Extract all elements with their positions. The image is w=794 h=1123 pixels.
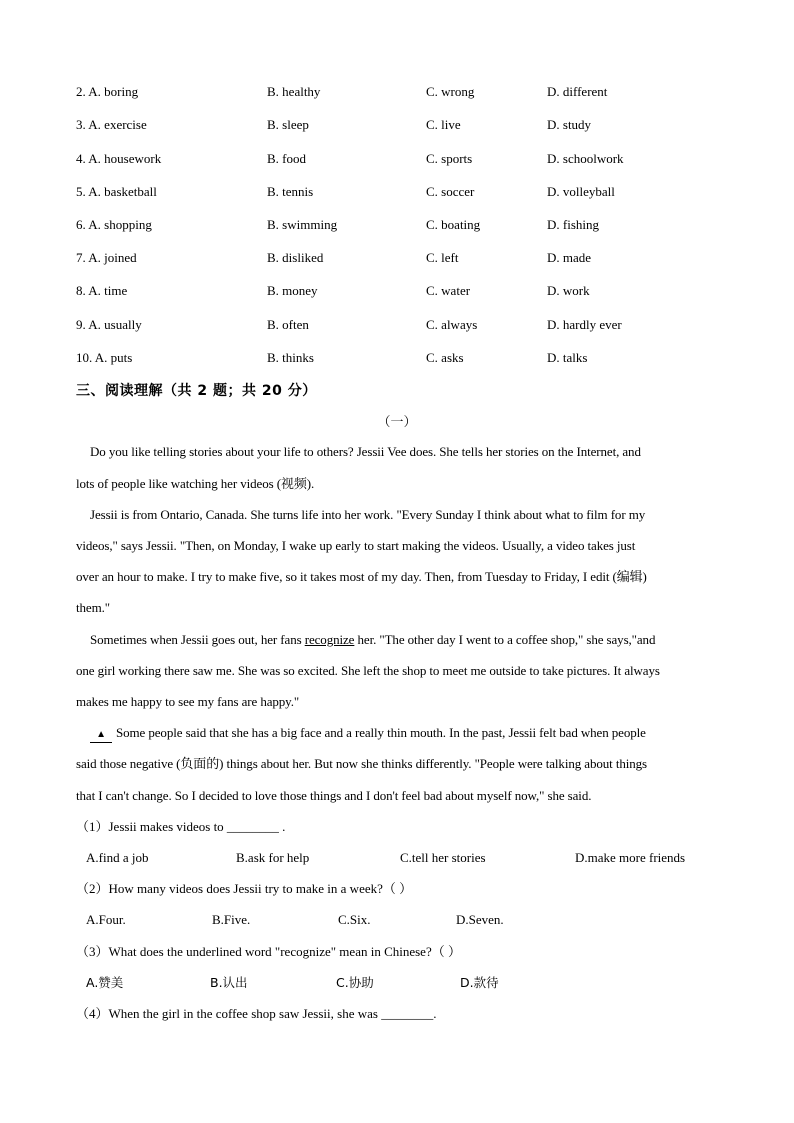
option-c: C. boating bbox=[426, 217, 481, 232]
option-row bbox=[0, 281, 794, 301]
question-1: （1）Jessii makes videos to ________ . bbox=[76, 819, 286, 834]
question-2: （2）How many videos does Jessii try to make in a week?（ ） bbox=[76, 881, 413, 896]
passage-text: Sometimes when Jessii goes out, her fans bbox=[90, 632, 305, 647]
passage-line bbox=[90, 723, 646, 743]
option-c: C. left bbox=[426, 250, 459, 265]
option-a: 10. A. puts bbox=[76, 350, 133, 365]
passage-line: one girl working there saw me. She was so excited. She left the shop to meet me outside to take pictures. It always bbox=[76, 663, 660, 678]
option-d: D. talks bbox=[547, 350, 588, 365]
option-b: B. money bbox=[267, 283, 318, 298]
option-c: C. asks bbox=[426, 350, 464, 365]
option-b: B. disliked bbox=[267, 250, 324, 265]
option-row bbox=[0, 315, 794, 335]
option-a: 2. A. boring bbox=[76, 84, 139, 99]
passage-title: （一） bbox=[377, 415, 417, 430]
option-b: B. healthy bbox=[267, 84, 321, 99]
option-a: 5. A. basketball bbox=[76, 184, 157, 199]
option-b: B. thinks bbox=[267, 350, 314, 365]
option-row bbox=[0, 182, 794, 202]
option[interactable]: A.Four. bbox=[86, 912, 126, 927]
section-title: 三、阅读理解（共 2 题；共 20 分） bbox=[76, 383, 317, 399]
option-d: D. study bbox=[547, 117, 592, 132]
option-d: D. work bbox=[547, 283, 590, 298]
passage-line: makes me happy to see my fans are happy." bbox=[76, 694, 300, 709]
option[interactable]: B.ask for help bbox=[236, 850, 310, 865]
option-b: B. food bbox=[267, 151, 306, 166]
passage-line bbox=[90, 630, 655, 650]
option[interactable]: A.赞美 bbox=[86, 975, 124, 990]
option-a: 8. A. time bbox=[76, 283, 128, 298]
option-b: B. swimming bbox=[267, 217, 338, 232]
question-3: （3）What does the underlined word "recognize" mean in Chinese?（ ） bbox=[76, 944, 461, 959]
option-row bbox=[0, 248, 794, 268]
option-d: D. volleyball bbox=[547, 184, 615, 199]
option[interactable]: A.find a job bbox=[86, 850, 149, 865]
option-c: C. live bbox=[426, 117, 461, 132]
option[interactable]: D.款待 bbox=[460, 975, 499, 990]
option-a: 3. A. exercise bbox=[76, 117, 147, 132]
option-row bbox=[0, 348, 794, 368]
option-d: D. made bbox=[547, 250, 592, 265]
passage-line: Do you like telling stories about your life to others? Jessii Vee does. She tells her stories on the Internet, and bbox=[90, 444, 641, 459]
option-b: B. often bbox=[267, 317, 309, 332]
option[interactable]: B.Five. bbox=[212, 912, 251, 927]
underlined-word: recognize bbox=[304, 632, 355, 647]
option-row bbox=[0, 82, 794, 102]
option-c: C. soccer bbox=[426, 184, 475, 199]
option-row bbox=[0, 215, 794, 235]
question-4: （4）When the girl in the coffee shop saw Jessii, she was ________. bbox=[76, 1006, 437, 1021]
option-a: 9. A. usually bbox=[76, 317, 142, 332]
option-c: C. wrong bbox=[426, 84, 475, 99]
option[interactable]: C.协助 bbox=[336, 975, 374, 990]
passage-line: that I can't change. So I decided to love those things and I don't feel bad about myself now," she said. bbox=[76, 788, 592, 803]
option[interactable]: C.Six. bbox=[338, 912, 371, 927]
option-a: 4. A. housework bbox=[76, 151, 162, 166]
passage-line: them." bbox=[76, 600, 110, 615]
option-d: D. hardly ever bbox=[547, 317, 622, 332]
option[interactable]: B.认出 bbox=[210, 975, 248, 990]
option-row bbox=[0, 149, 794, 169]
option-c: C. always bbox=[426, 317, 478, 332]
option-c: C. water bbox=[426, 283, 471, 298]
option-row bbox=[0, 115, 794, 135]
blank-marker: ▲ bbox=[90, 728, 112, 743]
option-b: B. tennis bbox=[267, 184, 314, 199]
passage-line: videos," says Jessii. "Then, on Monday, I wake up early to start making the videos. Usually, a video takes just bbox=[76, 538, 636, 553]
option-d: D. fishing bbox=[547, 217, 599, 232]
option-a: 7. A. joined bbox=[76, 250, 137, 265]
option-b: B. sleep bbox=[267, 117, 309, 132]
passage-line: said those negative (负面的) things about her. But now she thinks differently. "People were talking about things bbox=[76, 756, 648, 771]
passage-line: lots of people like watching her videos (视频). bbox=[76, 476, 315, 491]
passage-line: Jessii is from Ontario, Canada. She turns life into her work. "Every Sunday I think about what to film for my bbox=[90, 507, 646, 522]
option[interactable]: D.Seven. bbox=[456, 912, 504, 927]
passage-text: Some people said that she has a big face and a really thin mouth. In the past, Jessii felt bad when people bbox=[116, 725, 646, 740]
option-d: D. different bbox=[547, 84, 608, 99]
option[interactable]: D.make more friends bbox=[575, 850, 686, 865]
option-d: D. schoolwork bbox=[547, 151, 624, 166]
passage-text: her. "The other day I went to a coffee shop," she says,"and bbox=[354, 632, 656, 647]
option-c: C. sports bbox=[426, 151, 473, 166]
passage-line: over an hour to make. I try to make five, so it takes most of my day. Then, from Tuesday to Friday, I edit (编辑) bbox=[76, 569, 647, 584]
option[interactable]: C.tell her stories bbox=[400, 850, 486, 865]
option-a: 6. A. shopping bbox=[76, 217, 152, 232]
